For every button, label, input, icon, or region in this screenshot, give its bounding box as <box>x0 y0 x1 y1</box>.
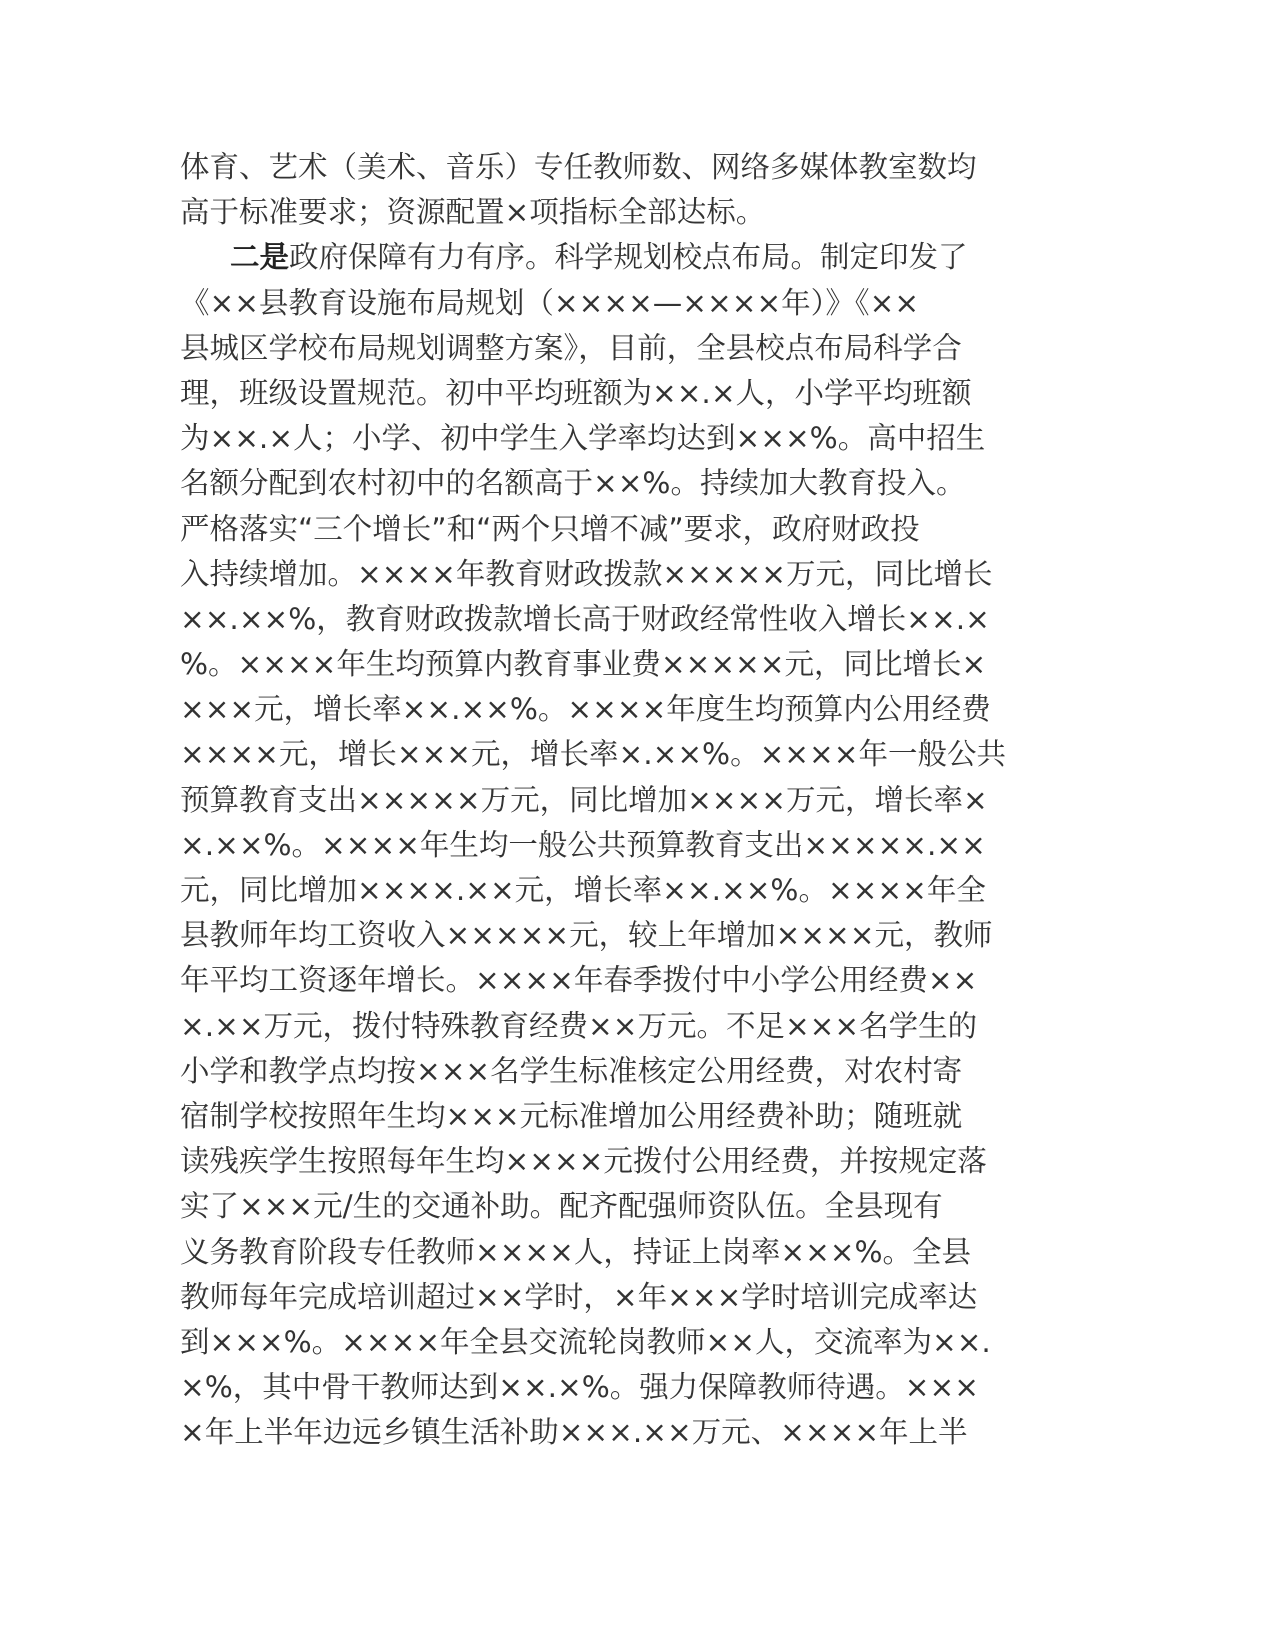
section-marker: 二是 <box>230 240 290 275</box>
text-line: 《××县教育设施布局规划（××××—××××年）》《×× <box>180 285 920 320</box>
text-line: 教师每年完成培训超过××学时，×年×××学时培训完成率达 <box>180 1279 978 1314</box>
text-line: 预算教育支出×××××万元，同比增加××××万元，增长率× <box>180 782 988 817</box>
text-line: 年平均工资逐年增长。××××年春季拨付中小学公用经费×× <box>180 963 978 998</box>
text-line: %。××××年生均预算内教育事业费×××××元，同比增长× <box>180 647 987 682</box>
text-line: ×.××%。××××年生均一般公共预算教育支出×××××.×× <box>180 827 986 862</box>
text-line: 高于标准要求；资源配置×项指标全部达标。 <box>180 195 766 230</box>
text-line-content: 政府保障有力有序。科学规划校点布局。制定印发了 <box>289 240 968 275</box>
text-line: 县城区学校布局规划调整方案》，目前，全县校点布局科学合 <box>180 330 962 365</box>
paragraph-start-line <box>180 235 1060 280</box>
text-line: 义务教育阶段专任教师××××人，持证上岗率×××%。全县 <box>180 1234 972 1269</box>
text-line: ××.××%，教育财政拨款增长高于财政经常性收入增长××.× <box>180 601 990 636</box>
text-line: 县教师年均工资收入×××××元，较上年增加××××元，教师 <box>180 918 993 953</box>
text-line: ×%，其中骨干教师达到××.×%。强力保障教师待遇。××× <box>180 1370 979 1405</box>
text-line: 宿制学校按照年生均×××元标准增加公用经费补助；随班就 <box>180 1098 963 1133</box>
text-line: 元，同比增加××××.××元，增长率××.××%。××××年全 <box>180 873 986 907</box>
text-line: 到×××%。××××年全县交流轮岗教师××人，交流率为××. <box>180 1324 991 1359</box>
text-line: ××××元，增长×××元，增长率×.××%。××××年一般公共 <box>180 737 1006 772</box>
text-line: 实了×××元/生的交通补助。配齐配强师资队伍。全县现有 <box>180 1189 943 1224</box>
text-line: ×.××万元，拨付特殊教育经费××万元。不足×××名学生的 <box>180 1008 978 1043</box>
text-line: 理，班级设置规范。初中平均班额为××.×人，小学平均班额 <box>180 375 972 410</box>
text-line: ×××元，增长率××.××%。××××年度生均预算内公用经费 <box>180 692 991 727</box>
text-line: 体育、艺术（美术、音乐）专任教师数、网络多媒体教室数均 <box>180 150 977 184</box>
text-line: 小学和教学点均按×××名学生标准核定公用经费，对农村寄 <box>180 1053 963 1088</box>
text-line: ×年上半年边远乡镇生活补助×××.××万元、××××年上半 <box>180 1415 968 1450</box>
text-line: 入持续增加。××××年教育财政拨款×××××万元，同比增长 <box>180 556 993 591</box>
body-text <box>180 145 1060 1455</box>
text-line: 读残疾学生按照每年生均××××元拨付公用经费，并按规定落 <box>180 1144 987 1179</box>
text-line: 为××.×人；小学、初中学生入学率均达到×××%。高中招生 <box>180 421 986 456</box>
text-line: 严格落实“三个增长”和“两个只增不减”要求，政府财政投 <box>180 511 920 546</box>
text-line: 名额分配到农村初中的名额高于××%。持续加大教育投入。 <box>180 466 966 501</box>
